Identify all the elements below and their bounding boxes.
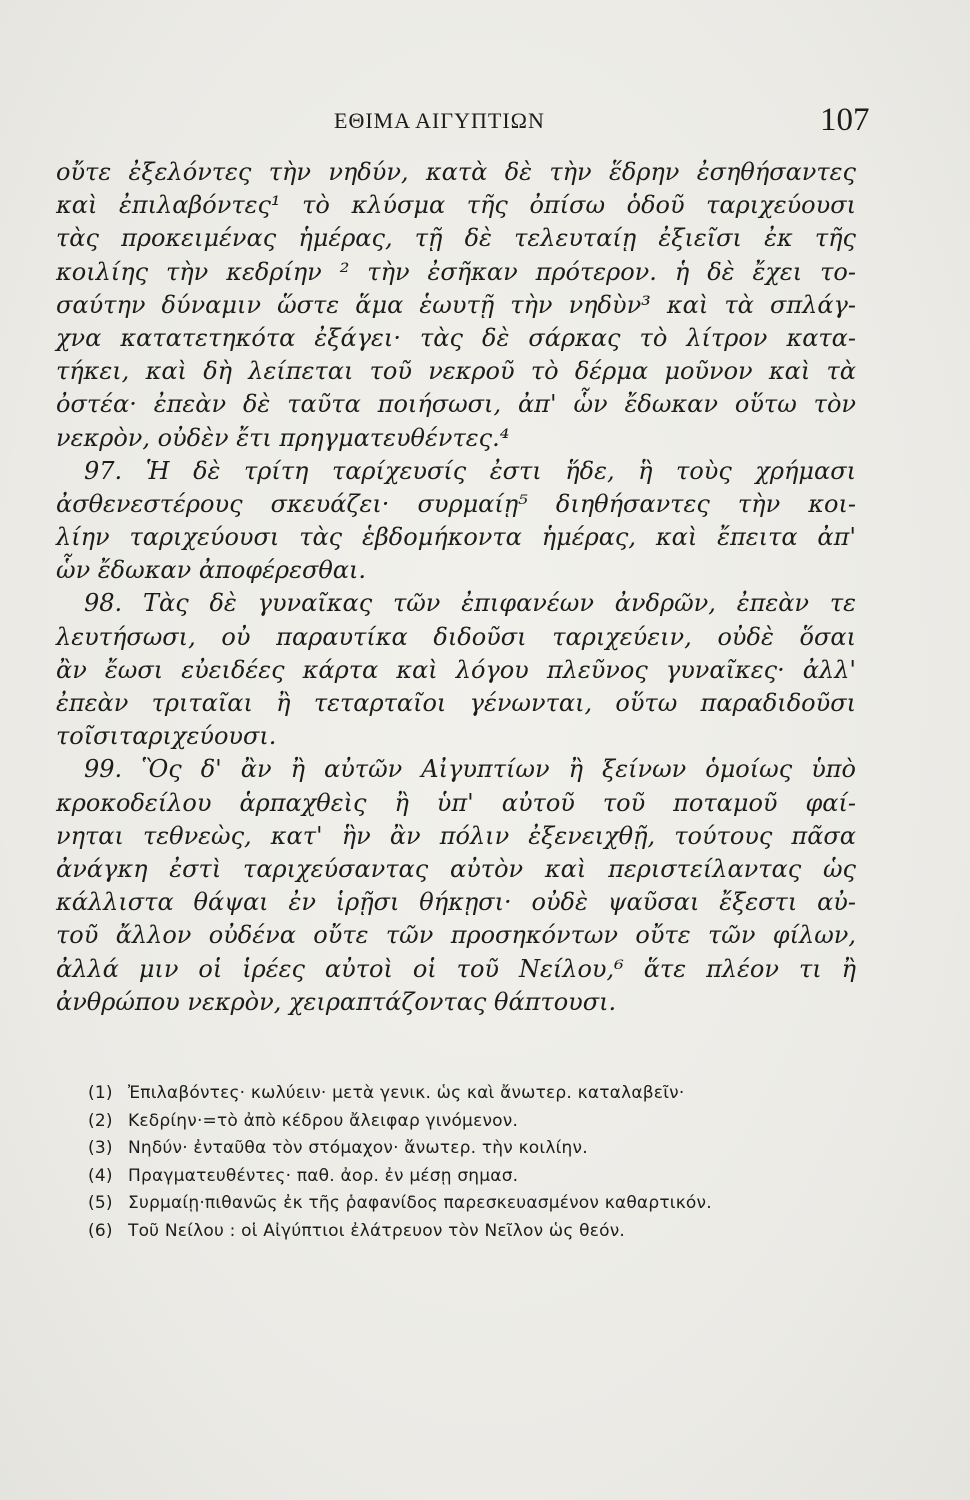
footnote (88, 1135, 858, 1163)
footnote-text: Πραγματευθέντες· παθ. ἀορ. ἐν μέσῃ σημασ. (128, 1165, 519, 1186)
footnote-text: Νηδύν· ἐνταῦθα τὸν στόμαχον· ἄνωτερ. τὴν κοιλίην. (128, 1138, 588, 1159)
text-line: τὰς προκειμένας ἡμέρας, τῇ δὲ τελευταίῃ ἐξιεῖσι ἐκ τῆς (56, 224, 856, 253)
text-line: κροκοδείλου ἁρπαχθεὶς ἢ ὑπ' αὐτοῦ τοῦ ποταμοῦ φαί- (56, 788, 856, 817)
text-line: 97. Ἡ δὲ τρίτη ταρίχευσίς ἐστι ἥδε, ἣ τοὺς χρήμασι (84, 456, 856, 485)
text-line: νεκρὸν, οὐδὲν ἔτι πρηγματευθέντες.⁴ (56, 423, 510, 452)
text-line: τοῖσιταριχεύουσι. (56, 722, 277, 751)
text-line: 99. Ὃς δ' ἂν ἢ αὐτῶν Αἰγυπτίων ἢ ξείνων ὁμοίως ὑπὸ (84, 755, 856, 784)
text-line: κοιλίης τὴν κεδρίην ² τὴν ἐσῆκαν πρότερον. ἡ δὲ ἔχει το- (56, 257, 856, 286)
footnote-mark: (3) (88, 1138, 113, 1159)
footnote-mark: (5) (88, 1193, 113, 1214)
page-number: 107 (820, 102, 870, 138)
footnote-text: Τοῦ Νείλου : οἱ Αἰγύπτιοι ἐλάτρευον τὸν Νεῖλον ὡς θεόν. (128, 1220, 626, 1241)
text-line: καὶ ἐπιλαβόντες¹ τὸ κλύσμα τῆς ὀπίσω ὁδοῦ ταριχεύουσι (56, 191, 856, 220)
footnote-text: Ἐπιλαβόντες· κωλύειν· μετὰ γενικ. ὡς καὶ ἄνωτερ. καταλαβεῖν· (128, 1083, 685, 1103)
text-line: οὔτε ἐξελόντες τὴν νηδύν, κατὰ δὲ τὴν ἕδρην ἐσηθήσαντες (56, 158, 856, 186)
footnote (88, 1080, 858, 1108)
footnotes (88, 1080, 858, 1246)
text-line: ἀσθενεστέρους σκευάζει· συρμαίῃ⁵ διηθήσαντες τὴν κοι- (56, 489, 856, 518)
text-line: ἐπεὰν τριταῖαι ἢ τεταρταῖοι γένωνται, οὕτω παραδιδοῦσι (56, 689, 856, 717)
footnote-mark: (4) (88, 1165, 113, 1186)
footnote-text: Κεδρίην·=τὸ ἀπὸ κέδρου ἄλειφαρ γινόμενον. (128, 1110, 519, 1131)
text-line: ἀνθρώπου νεκρὸν, χειραπτάζοντας θάπτουσι. (56, 987, 617, 1016)
footnote (88, 1108, 858, 1136)
text-line: ἂν ἔωσι εὐειδέες κάρτα καὶ λόγου πλεῦνος γυναῖκες· ἀλλ' (56, 655, 856, 684)
footnote (88, 1190, 858, 1218)
footnote-text: Συρμαίῃ·πιθανῶς ἐκ τῆς ῥαφανίδος παρεσκευασμένον καθαρτικόν. (128, 1193, 712, 1214)
footnote-mark: (1) (88, 1083, 113, 1103)
text-line: ὀστέα· ἐπεὰν δὲ ταῦτα ποιήσωσι, ἀπ' ὧν ἔδωκαν οὕτω τὸν (56, 390, 856, 419)
main-text (56, 156, 856, 1019)
text-line: τοῦ ἄλλον οὐδένα οὔτε τῶν προσηκόντων οὔτε τῶν φίλων, (56, 921, 856, 950)
text-line: κάλλιστα θάψαι ἐν ἱρῇσι θήκῃσι· οὐδὲ ψαῦσαι ἔξεστι αὐ- (56, 888, 856, 917)
text-line: λευτήσωσι, οὐ παραυτίκα διδοῦσι ταριχεύειν, οὐδὲ ὅσαι (56, 622, 856, 651)
text-line: χνα κατατετηκότα ἐξάγει· τὰς δὲ σάρκας τὸ λίτρον κατα- (56, 323, 856, 352)
text-line: 98. Τὰς δὲ γυναῖκας τῶν ἐπιφανέων ἀνδρῶν, ἐπεὰν τε (84, 589, 856, 618)
text-line: τήκει, καὶ δὴ λείπεται τοῦ νεκροῦ τὸ δέρμα μοῦνον καὶ τὰ (56, 357, 856, 386)
footnote (88, 1218, 858, 1246)
text-line: σαύτην δύναμιν ὥστε ἅμα ἑωυτῇ τὴν νηδὺν³ καὶ τὰ σπλάγ- (56, 290, 856, 319)
running-title: ΕΘΙΜΑ ΑΙΓΥΠΤΙΩΝ (334, 108, 545, 133)
text-line: λίην ταριχεύουσι τὰς ἑβδομήκοντα ἡμέρας, καὶ ἔπειτα ἀπ' (56, 523, 856, 552)
text-line: ἀνάγκη ἐστὶ ταριχεύσαντας αὐτὸν καὶ περιστείλαντας ὡς (56, 854, 856, 883)
footnote-mark: (6) (88, 1220, 113, 1241)
text-line: ὧν ἔδωκαν ἀποφέρεσθαι. (56, 556, 367, 585)
footnote (88, 1163, 858, 1191)
running-header (0, 100, 970, 140)
footnote-mark: (2) (88, 1110, 113, 1131)
text-line: νηται τεθνεὼς, κατ' ἣν ἂν πόλιν ἐξενειχθῇ, τούτους πᾶσα (56, 821, 856, 850)
text-line: ἀλλά μιν οἱ ἱρέες αὐτοὶ οἱ τοῦ Νείλου,⁶ ἅτε πλέον τι ἢ (56, 954, 856, 983)
